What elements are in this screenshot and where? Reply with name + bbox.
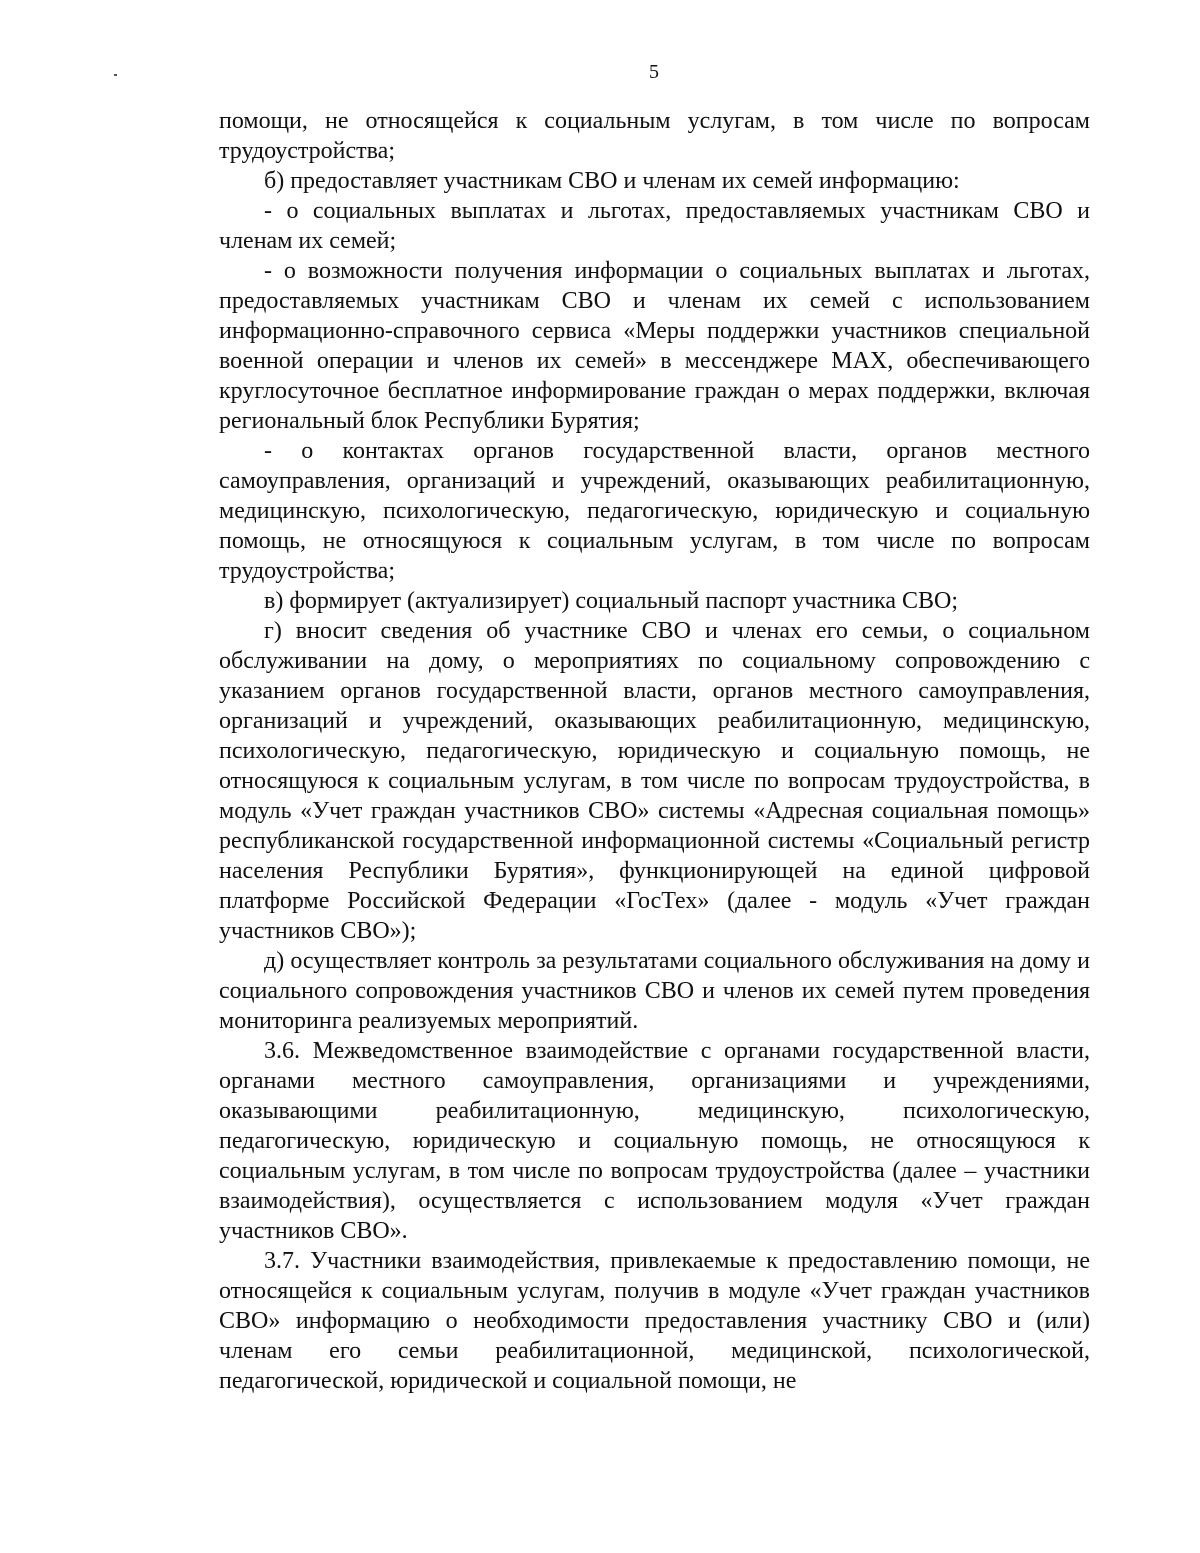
paragraph-bullet-contacts: - о контактах органов государственной власти, органов местного самоуправления, организаций и учреждений, оказывающих реабилитационную, медицинскую, психологическую, педагогическую, юридическую и социальную помощь, не относящуюся к социальным услугам, в том числе по вопросам трудоустройства; xyxy=(219,438,1090,584)
paragraph-item-v: в) формирует (актуализирует) социальный паспорт участника СВО; xyxy=(264,588,959,614)
paragraph-item-g: г) вносит сведения об участнике СВО и членах его семьи, о социальном обслуживании на дому, о мероприятиях по социальному сопровождению с указанием органов государственной власти, органов местного самоуправления, организаций и учреждений, оказывающих реабилитационную, медицинскую, психологическую, педагогическую, юридическую и социальную помощь, не относящуюся к социальным услугам, в том числе по вопросам трудоустройства, в модуль «Учет граждан участников СВО» системы «Адресная социальная помощь» республиканской государственной информационной системы «Социальный регистр населения Республики Бурятия», функционирующей на единой цифровой платформе Российской Федерации «ГосТех» (далее - модуль «Учет граждан участников СВО»); xyxy=(219,618,1090,944)
paragraph-item-b: б) предоставляет участникам СВО и членам их семей информацию: xyxy=(264,168,960,194)
paragraph-section-3-7: 3.7. Участники взаимодействия, привлекаемые к предоставлению помощи, не относящейся к социальным услугам, получив в модуле «Учет граждан участников СВО» информацию о необходимости предоставления участнику СВО и (или) членам его семьи реабилитационной, медицинской, психологической, педагогической, юридической и социальной помощи, не xyxy=(219,1248,1090,1394)
paragraph-item-d: д) осуществляет контроль за результатами социального обслуживания на дому и социального сопровождения участников СВО и членов их семей путем проведения мониторинга реализуемых мероприятий. xyxy=(219,948,1090,1034)
paragraph-continuation: помощи, не относящейся к социальным услугам, в том числе по вопросам трудоустройства; xyxy=(219,108,1090,164)
paragraph-section-3-6: 3.6. Межведомственное взаимодействие с органами государственной власти, органами местного самоуправления, организациями и учреждениями, оказывающими реабилитационную, медицинскую, психологическую, педагогическую, юридическую и социальную помощь, не относящуюся к социальным услугам, в том числе по вопросам трудоустройства (далее – участники взаимодействия), осуществляется с использованием модуля «Учет граждан участников СВО». xyxy=(219,1038,1090,1244)
paragraph-bullet-info-service: - о возможности получения информации о социальных выплатах и льготах, предоставляемых участникам СВО и членам их семей с использованием информационно-справочного сервиса «Меры поддержки участников специальной военной операции и членов их семей» в мессенджере MAX, обеспечивающего круглосуточное бесплатное информирование граждан о мерах поддержки, включая региональный блок Республики Бурятия; xyxy=(219,258,1090,434)
document-body xyxy=(219,106,1090,1396)
page-number: 5 xyxy=(649,61,659,83)
paragraph-bullet-payments: - о социальных выплатах и льготах, предоставляемых участникам СВО и членам их семей; xyxy=(219,198,1090,254)
